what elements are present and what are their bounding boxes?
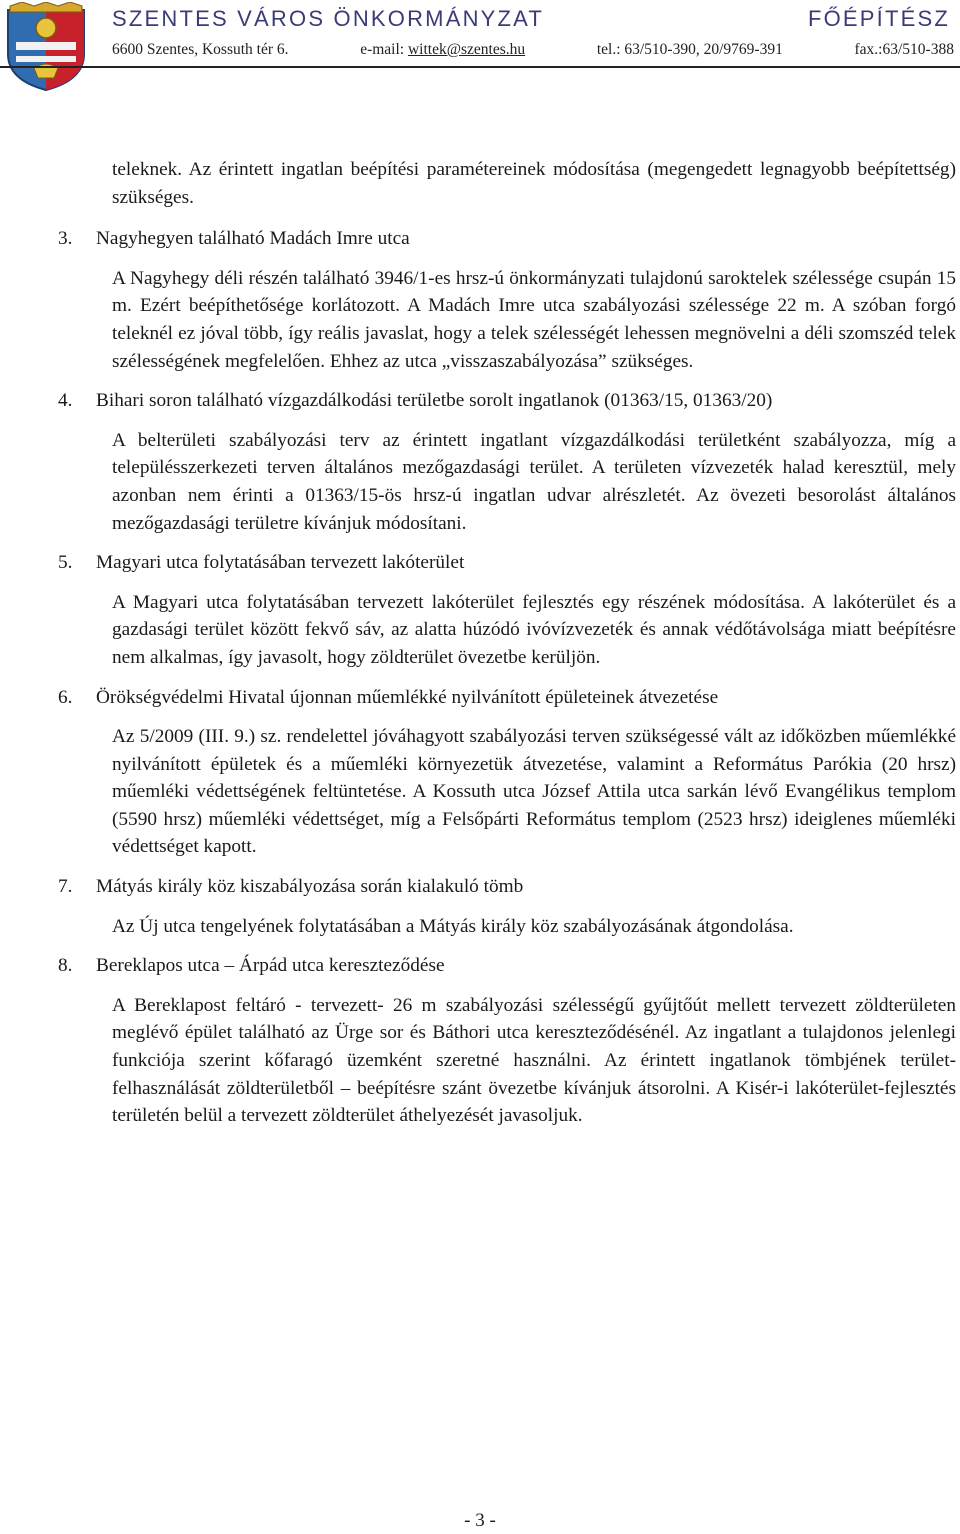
- section-title: Bereklapos utca – Árpád utca kereszteződése: [96, 955, 445, 977]
- intro-paragraph: teleknek. Az érintett ingatlan beépítési paramétereinek módosítása (megengedett legnagyobb beépítettség) szükséges.: [112, 159, 956, 208]
- section-number: 5.: [58, 552, 73, 574]
- section-heading: [58, 549, 960, 577]
- section-heading: [58, 387, 960, 415]
- section-item: [0, 225, 960, 375]
- section-body: A belterületi szabályozási terv az érintett ingatlant vízgazdálkodási területként szabályozza, míg a településszerkezeti terven általános mezőgazdasági terület. A területen vízvezeték halad keresztül, mely azonban nem érinti a 01363/15-ös hrsz-ú ingatlan udvar alrészletét. Az övezeti besorolást általános mezőgazdasági területre kívánjuk módosítani.: [112, 429, 956, 534]
- section-heading: [58, 952, 960, 980]
- coat-of-arms-icon: [4, 2, 88, 92]
- section-number: 8.: [58, 955, 73, 977]
- email-line: [360, 41, 525, 59]
- org-name: SZENTES VÁROS ÖNKORMÁNYZAT: [112, 6, 545, 31]
- section-body: A Magyari utca folytatásában tervezett lakóterület fejlesztés egy részének módosítása. A lakóterület és a gazdasági terület között fekvő sáv, az alatta húzódó ivóvízvezeték és annak védőtávolsága miatt beépítésre nem alkalmas, így javasolt, hogy zöldterület övezetbe kerüljön.: [112, 591, 956, 668]
- fax: fax.:63/510-388: [854, 41, 954, 58]
- dept-name: FŐÉPÍTÉSZ: [807, 6, 950, 31]
- section-title: Mátyás király köz kiszabályozása során kialakuló tömb: [96, 876, 524, 898]
- section-title: Magyari utca folytatásában tervezett lakóterület: [96, 552, 465, 574]
- item-list: [0, 225, 960, 1130]
- section-body: Az Új utca tengelyének folytatásában a Mátyás király köz szabályozásának átgondolása.: [112, 915, 794, 937]
- section-body: Az 5/2009 (III. 9.) sz. rendelettel jóváhagyott szabályozási terven szükségessé vált az időközben műemlékké nyilvánított épületek és a műemléki környezetük átvezetése, valamint a Református Parókia (20 hrsz) műemléki védettségének feltüntetése. A Kossuth utca József Attila utca sarkán lévő Evangélikus templom (5590 hrsz) műemléki védettséget, míg a Felsőpárti Református templom (2523 hrsz) ideiglenes műemléki védettséget kapott.: [112, 726, 956, 858]
- section-body: A Bereklapost feltáró - tervezett- 26 m szabályozási szélességű gyűjtőút mellett tervezett zöldterületen meglévő épület található az Ürge sor és Báthori utca kereszteződésénél. Az ingatlant a tulajdonos jelenlegi funkciója szerint kőfaragó üzemként szeretné használni. Az érintett ingatlanok tömbjének terület-felhasználását zöldterületből – beépítésre szánt övezetbe kívánjuk átsorolni. A Kisér-i lakóterület-fejlesztés területén belül a tervezett zöldterület áthelyezését javasoljuk.: [112, 994, 956, 1127]
- section-number: 7.: [58, 876, 73, 898]
- email-prefix: e-mail:: [360, 41, 405, 58]
- section-number: 6.: [58, 686, 73, 708]
- letterhead: [0, 0, 960, 95]
- section-heading: [58, 225, 960, 253]
- email-link[interactable]: wittek@szentes.hu: [407, 41, 526, 58]
- document-body: [0, 156, 960, 1142]
- section-item: [0, 952, 960, 1130]
- section-number: 3.: [58, 228, 73, 250]
- section-title: Örökségvédelmi Hivatal újonnan műemlékké nyilvánított épületeinek átvezetése: [96, 686, 719, 708]
- section-item: [0, 684, 960, 862]
- section-body: A Nagyhegy déli részén található 3946/1-es hrsz-ú önkormányzati tulajdonú saroktelek szélessége csupán 15 m. Ezért beépíthetősége korlátozott. A Madách Imre utca szabályozási szélessége 22 m. A szóban forgó teleknél ez jóval több, így reális javaslat, hogy a telek szélességét lehessen megnövelni a déli szomszéd telek szélességének megfelelően. Ehhez az utca „visszaszabályozása” szükséges.: [112, 267, 956, 372]
- section-heading: [58, 684, 960, 712]
- phone: tel.: 63/510-390, 20/9769-391: [596, 41, 783, 58]
- section-heading: [58, 873, 960, 901]
- section-item: [0, 387, 960, 537]
- page-number: - 3 -: [464, 1510, 496, 1531]
- section-title: Bihari soron található vízgazdálkodási területbe sorolt ingatlanok (01363/15, 01363/20): [96, 390, 773, 412]
- section-number: 4.: [58, 390, 73, 412]
- section-item: [0, 873, 960, 940]
- section-title: Nagyhegyen található Madách Imre utca: [96, 228, 410, 250]
- section-item: [0, 549, 960, 671]
- address: 6600 Szentes, Kossuth tér 6.: [112, 41, 289, 58]
- header-divider: [0, 66, 960, 68]
